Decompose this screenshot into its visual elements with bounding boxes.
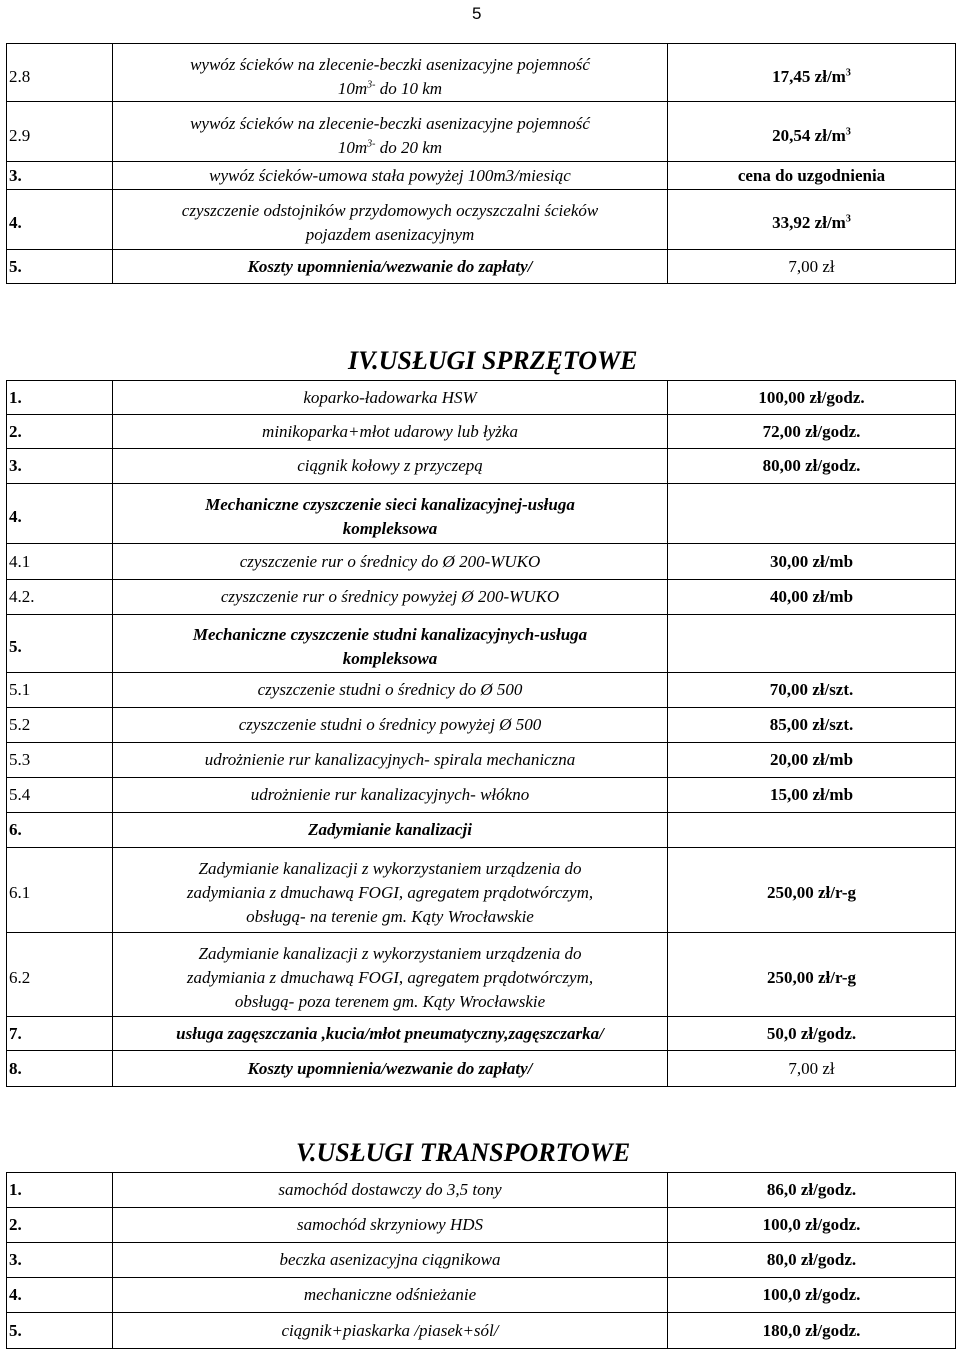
row-price: 30,00 zł/mb bbox=[668, 544, 956, 580]
price-table-transport bbox=[6, 1172, 956, 1349]
price-table-section-3 bbox=[6, 43, 956, 284]
row-description-line: czyszczenie odstojników przydomowych oczyszczalni ścieków bbox=[181, 200, 599, 220]
row-description: Koszty upomnienia/wezwanie do zapłaty/ bbox=[113, 1051, 668, 1087]
table-row bbox=[7, 1051, 956, 1087]
row-number: 2.8 bbox=[7, 44, 113, 102]
row-price bbox=[668, 813, 956, 848]
row-number: 1. bbox=[7, 1173, 113, 1208]
row-number: 2. bbox=[7, 415, 113, 449]
table-row bbox=[7, 381, 956, 415]
row-price: 80,00 zł/godz. bbox=[668, 449, 956, 484]
row-description-line bbox=[117, 136, 663, 160]
table-row bbox=[7, 102, 956, 162]
table-row bbox=[7, 1208, 956, 1243]
row-description: mechaniczne odśnieżanie bbox=[113, 1278, 668, 1313]
row-number: 7. bbox=[7, 1017, 113, 1051]
row-description: czyszczenie studni o średnicy powyżej Ø 500 bbox=[113, 708, 668, 743]
row-description bbox=[113, 615, 668, 673]
price-value: 33,92 zł/m bbox=[772, 212, 846, 232]
table-row bbox=[7, 673, 956, 708]
price-value: 17,45 zł/m bbox=[772, 66, 846, 86]
row-number: 2.9 bbox=[7, 102, 113, 162]
row-price: 85,00 zł/szt. bbox=[668, 708, 956, 743]
row-description: czyszczenie studni o średnicy do Ø 500 bbox=[113, 673, 668, 708]
row-description: minikoparka+młot udarowy lub łyżka bbox=[113, 415, 668, 449]
row-number: 4. bbox=[7, 190, 113, 250]
row-description: udrożnienie rur kanalizacyjnych- włókno bbox=[113, 778, 668, 813]
row-description-line: pojazdem asenizacyjnym bbox=[305, 224, 475, 244]
table-row bbox=[7, 708, 956, 743]
row-number: 5. bbox=[7, 1313, 113, 1349]
row-number: 5.2 bbox=[7, 708, 113, 743]
page-number: 5 bbox=[472, 4, 482, 23]
row-number: 6. bbox=[7, 813, 113, 848]
row-number: 5. bbox=[7, 250, 113, 284]
table-row bbox=[7, 848, 956, 933]
row-number: 4.2. bbox=[7, 580, 113, 615]
row-number: 6.1 bbox=[7, 848, 113, 933]
row-price bbox=[668, 484, 956, 544]
row-price: 86,0 zł/godz. bbox=[668, 1173, 956, 1208]
table-row bbox=[7, 190, 956, 250]
row-number: 5. bbox=[7, 615, 113, 673]
section-title-equipment: IV.USŁUGI SPRZĘTOWE bbox=[348, 346, 638, 375]
row-description: czyszczenie rur o średnicy do Ø 200-WUKO bbox=[113, 544, 668, 580]
volume-value: 10m bbox=[337, 137, 368, 157]
row-description: beczka asenizacyjna ciągnikowa bbox=[113, 1243, 668, 1278]
row-description-line: kompleksowa bbox=[342, 518, 438, 538]
row-price bbox=[668, 190, 956, 250]
price-table-equipment bbox=[6, 380, 956, 1087]
table-row bbox=[7, 162, 956, 190]
row-number: 4. bbox=[7, 1278, 113, 1313]
price-unit-sup: 3 bbox=[845, 66, 851, 78]
table-row bbox=[7, 1017, 956, 1051]
table-row bbox=[7, 1313, 956, 1349]
row-description: samochód skrzyniowy HDS bbox=[113, 1208, 668, 1243]
row-price: 180,0 zł/godz. bbox=[668, 1313, 956, 1349]
row-description-line: obsługą- na terenie gm. Kąty Wrocławskie bbox=[246, 907, 534, 926]
section-title-transport: V.USŁUGI TRANSPORTOWE bbox=[296, 1138, 631, 1167]
row-number: 8. bbox=[7, 1051, 113, 1087]
row-price: cena do uzgodnienia bbox=[668, 162, 956, 190]
row-description-line bbox=[117, 77, 663, 101]
row-price: 7,00 zł bbox=[668, 1051, 956, 1087]
row-description: udrożnienie rur kanalizacyjnych- spirala mechaniczna bbox=[113, 743, 668, 778]
row-description: koparko-ładowarka HSW bbox=[113, 381, 668, 415]
table-row bbox=[7, 1243, 956, 1278]
row-number: 2. bbox=[7, 1208, 113, 1243]
table-row bbox=[7, 415, 956, 449]
row-description-line: zadymiania z dmuchawą FOGI, agregatem prądotwórczym, bbox=[186, 883, 594, 902]
row-description-line: kompleksowa bbox=[342, 648, 438, 668]
row-description-line: zadymiania z dmuchawą FOGI, agregatem prądotwórczym, bbox=[186, 967, 594, 987]
row-price: 250,00 zł/r-g bbox=[668, 848, 956, 933]
price-unit-sup: 3 bbox=[845, 212, 851, 224]
row-price: 15,00 zł/mb bbox=[668, 778, 956, 813]
row-price: 7,00 zł bbox=[668, 250, 956, 284]
price-unit-sup: 3 bbox=[845, 125, 851, 137]
table-row bbox=[7, 615, 956, 673]
row-description: Zadymianie kanalizacji bbox=[113, 813, 668, 848]
row-price: 100,0 zł/godz. bbox=[668, 1208, 956, 1243]
row-description bbox=[113, 102, 668, 162]
distance-text: do 10 km bbox=[375, 78, 443, 98]
table-row bbox=[7, 743, 956, 778]
row-description: Koszty upomnienia/wezwanie do zapłaty/ bbox=[113, 250, 668, 284]
row-number: 3. bbox=[7, 449, 113, 484]
row-description: czyszczenie rur o średnicy powyżej Ø 200-WUKO bbox=[113, 580, 668, 615]
row-description bbox=[113, 933, 668, 1017]
row-price bbox=[668, 44, 956, 102]
row-number: 4.1 bbox=[7, 544, 113, 580]
row-price: 72,00 zł/godz. bbox=[668, 415, 956, 449]
row-price bbox=[668, 615, 956, 673]
row-price: 70,00 zł/szt. bbox=[668, 673, 956, 708]
row-description: ciągnik kołowy z przyczepą bbox=[113, 449, 668, 484]
row-price: 50,0 zł/godz. bbox=[668, 1017, 956, 1051]
row-description bbox=[113, 484, 668, 544]
table-row bbox=[7, 1173, 956, 1208]
row-number: 5.1 bbox=[7, 673, 113, 708]
volume-unit-sup: 3- bbox=[367, 137, 376, 149]
row-number: 5.4 bbox=[7, 778, 113, 813]
volume-value: 10m bbox=[337, 78, 368, 98]
row-description bbox=[113, 848, 668, 933]
row-number: 1. bbox=[7, 381, 113, 415]
table-row bbox=[7, 544, 956, 580]
row-price bbox=[668, 102, 956, 162]
row-description: ciągnik+piaskarka /piasek+sól/ bbox=[113, 1313, 668, 1349]
table-row bbox=[7, 44, 956, 102]
row-price: 80,0 zł/godz. bbox=[668, 1243, 956, 1278]
table-row bbox=[7, 1278, 956, 1313]
row-description: samochód dostawczy do 3,5 tony bbox=[113, 1173, 668, 1208]
row-description-line: wywóz ścieków na zlecenie-beczki asenizacyjne pojemność bbox=[190, 113, 590, 133]
row-description: wywóz ścieków-umowa stała powyżej 100m3/miesiąc bbox=[113, 162, 668, 190]
row-number: 6.2 bbox=[7, 933, 113, 1017]
row-price: 100,00 zł/godz. bbox=[668, 381, 956, 415]
row-description-line: wywóz ścieków na zlecenie-beczki asenizacyjne pojemność bbox=[190, 54, 590, 74]
price-value: 20,54 zł/m bbox=[772, 125, 846, 145]
row-number: 3. bbox=[7, 1243, 113, 1278]
row-description bbox=[113, 44, 668, 102]
row-description-line: Zadymianie kanalizacji z wykorzystaniem urządzenia do bbox=[198, 943, 582, 963]
volume-unit-sup: 3- bbox=[367, 78, 376, 90]
row-description bbox=[113, 190, 668, 250]
row-number: 5.3 bbox=[7, 743, 113, 778]
row-number: 3. bbox=[7, 162, 113, 190]
row-price: 250,00 zł/r-g bbox=[668, 933, 956, 1017]
table-row bbox=[7, 778, 956, 813]
row-price: 20,00 zł/mb bbox=[668, 743, 956, 778]
row-price: 40,00 zł/mb bbox=[668, 580, 956, 615]
row-description-line: Zadymianie kanalizacji z wykorzystaniem urządzenia do bbox=[198, 859, 582, 878]
table-row bbox=[7, 933, 956, 1017]
row-price: 100,0 zł/godz. bbox=[668, 1278, 956, 1313]
table-row bbox=[7, 250, 956, 284]
row-description: usługa zagęszczania ,kucia/młot pneumatyczny,zagęszczarka/ bbox=[113, 1017, 668, 1051]
row-number: 4. bbox=[7, 484, 113, 544]
table-row bbox=[7, 449, 956, 484]
distance-text: do 20 km bbox=[375, 137, 443, 157]
table-row bbox=[7, 484, 956, 544]
row-description-line: Mechaniczne czyszczenie studni kanalizacyjnych-usługa bbox=[192, 624, 588, 644]
row-description-line: Mechaniczne czyszczenie sieci kanalizacyjnej-usługa bbox=[205, 494, 575, 514]
table-row bbox=[7, 580, 956, 615]
row-description-line: obsługą- poza terenem gm. Kąty Wrocławskie bbox=[234, 991, 546, 1011]
table-row bbox=[7, 813, 956, 848]
